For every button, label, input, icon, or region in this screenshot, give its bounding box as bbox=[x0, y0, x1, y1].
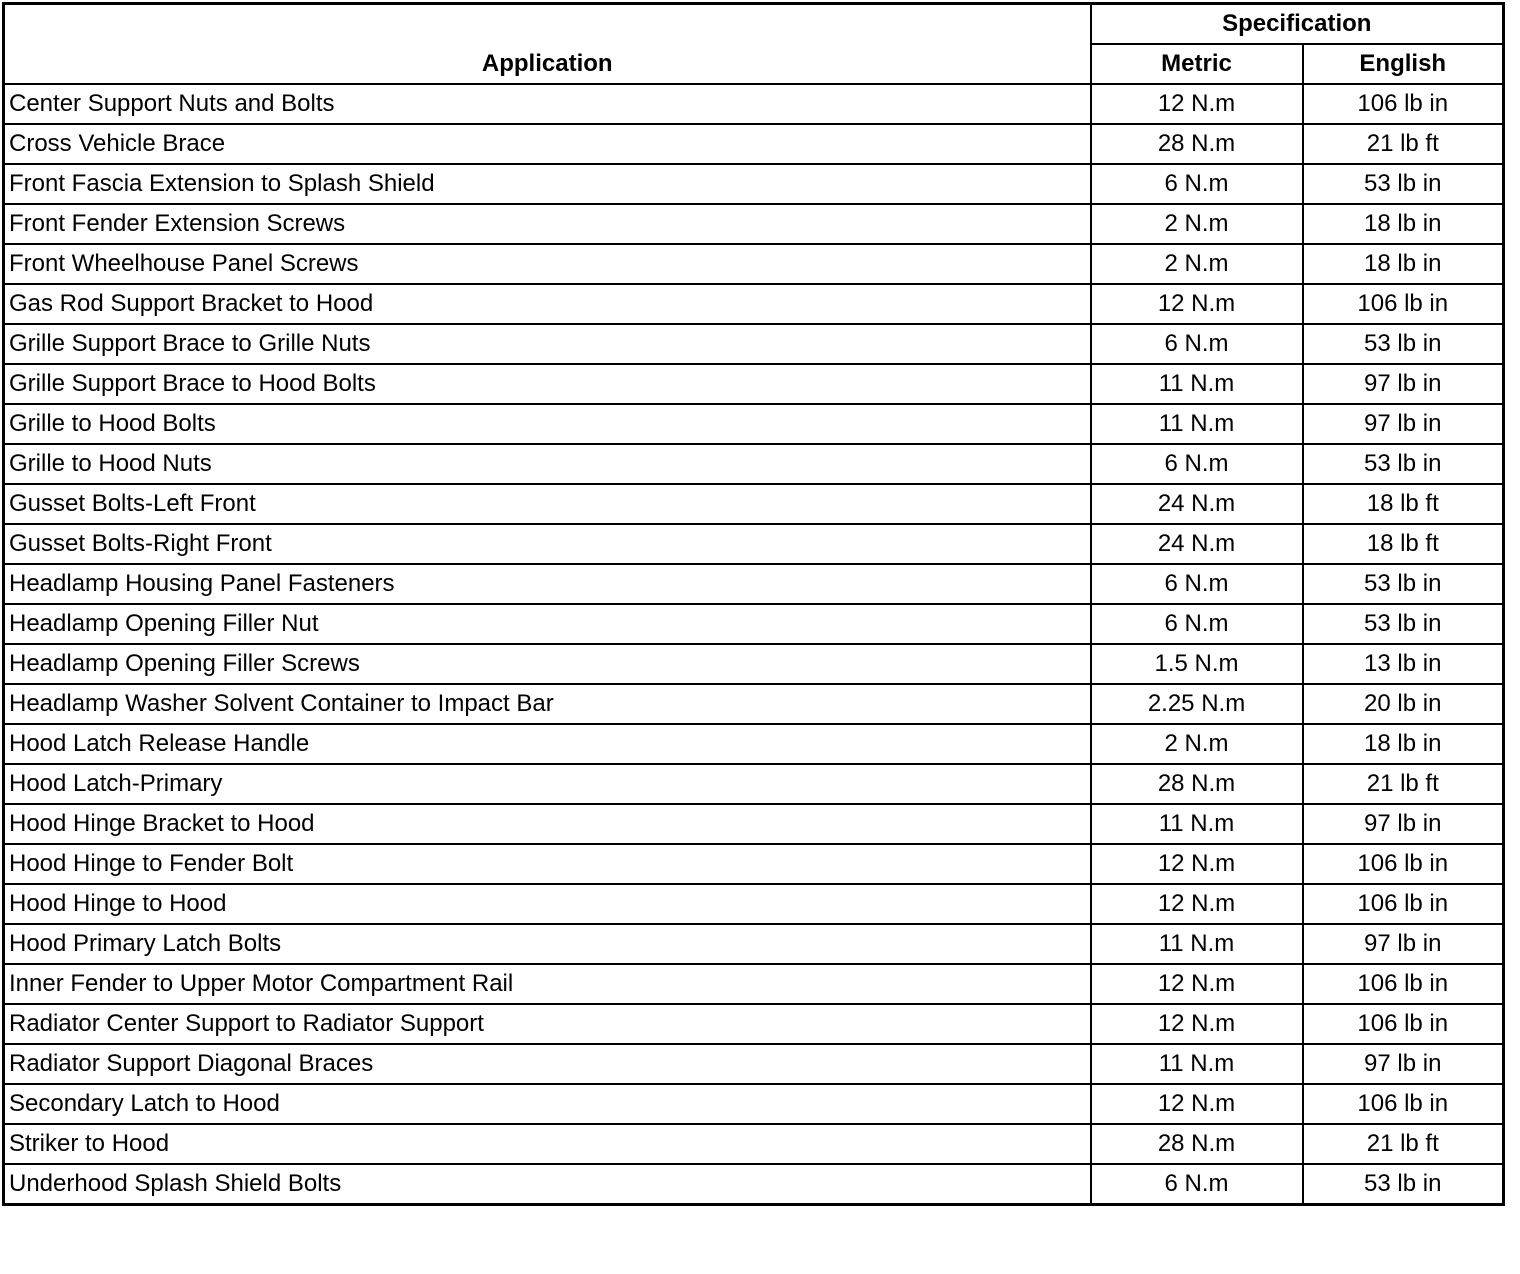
table-row bbox=[4, 564, 1504, 604]
table-row bbox=[4, 644, 1504, 684]
table-row bbox=[4, 924, 1504, 964]
table-row bbox=[4, 1044, 1504, 1084]
table-header bbox=[4, 4, 1504, 85]
english-cell: 97 lb in bbox=[1303, 404, 1504, 444]
english-cell: 53 lb in bbox=[1303, 164, 1504, 204]
application-cell: Radiator Center Support to Radiator Support bbox=[4, 1004, 1091, 1044]
metric-cell: 2 N.m bbox=[1091, 204, 1303, 244]
english-cell: 18 lb in bbox=[1303, 244, 1504, 284]
table-row bbox=[4, 804, 1504, 844]
metric-cell: 28 N.m bbox=[1091, 1124, 1303, 1164]
english-cell: 106 lb in bbox=[1303, 844, 1504, 884]
english-cell: 97 lb in bbox=[1303, 364, 1504, 404]
table-row bbox=[4, 284, 1504, 324]
table-row bbox=[4, 884, 1504, 924]
table-row bbox=[4, 1164, 1504, 1205]
english-cell: 53 lb in bbox=[1303, 444, 1504, 484]
metric-cell: 6 N.m bbox=[1091, 1164, 1303, 1205]
table-row bbox=[4, 204, 1504, 244]
application-cell: Underhood Splash Shield Bolts bbox=[4, 1164, 1091, 1205]
metric-cell: 12 N.m bbox=[1091, 1004, 1303, 1044]
english-cell: 18 lb ft bbox=[1303, 524, 1504, 564]
english-cell: 53 lb in bbox=[1303, 1164, 1504, 1205]
table-row bbox=[4, 764, 1504, 804]
english-cell: 106 lb in bbox=[1303, 1084, 1504, 1124]
application-cell: Hood Hinge to Fender Bolt bbox=[4, 844, 1091, 884]
application-cell: Hood Hinge to Hood bbox=[4, 884, 1091, 924]
application-cell: Secondary Latch to Hood bbox=[4, 1084, 1091, 1124]
metric-cell: 12 N.m bbox=[1091, 1084, 1303, 1124]
metric-column-header: Metric bbox=[1091, 44, 1303, 84]
metric-cell: 12 N.m bbox=[1091, 964, 1303, 1004]
english-cell: 18 lb in bbox=[1303, 724, 1504, 764]
table-row bbox=[4, 324, 1504, 364]
metric-cell: 6 N.m bbox=[1091, 324, 1303, 364]
table-row bbox=[4, 484, 1504, 524]
application-cell: Striker to Hood bbox=[4, 1124, 1091, 1164]
application-cell: Hood Latch-Primary bbox=[4, 764, 1091, 804]
application-cell: Inner Fender to Upper Motor Compartment Rail bbox=[4, 964, 1091, 1004]
english-cell: 106 lb in bbox=[1303, 884, 1504, 924]
table-row bbox=[4, 1004, 1504, 1044]
english-cell: 106 lb in bbox=[1303, 284, 1504, 324]
english-cell: 106 lb in bbox=[1303, 964, 1504, 1004]
metric-cell: 6 N.m bbox=[1091, 444, 1303, 484]
english-cell: 21 lb ft bbox=[1303, 764, 1504, 804]
metric-cell: 11 N.m bbox=[1091, 924, 1303, 964]
application-cell: Headlamp Washer Solvent Container to Impact Bar bbox=[4, 684, 1091, 724]
metric-cell: 11 N.m bbox=[1091, 404, 1303, 444]
english-cell: 18 lb ft bbox=[1303, 484, 1504, 524]
table-row bbox=[4, 124, 1504, 164]
metric-cell: 11 N.m bbox=[1091, 804, 1303, 844]
application-cell: Gas Rod Support Bracket to Hood bbox=[4, 284, 1091, 324]
metric-cell: 2.25 N.m bbox=[1091, 684, 1303, 724]
metric-cell: 2 N.m bbox=[1091, 244, 1303, 284]
application-cell: Headlamp Housing Panel Fasteners bbox=[4, 564, 1091, 604]
application-cell: Headlamp Opening Filler Screws bbox=[4, 644, 1091, 684]
metric-cell: 11 N.m bbox=[1091, 1044, 1303, 1084]
table-row bbox=[4, 244, 1504, 284]
application-cell: Grille to Hood Nuts bbox=[4, 444, 1091, 484]
metric-cell: 11 N.m bbox=[1091, 364, 1303, 404]
metric-cell: 12 N.m bbox=[1091, 844, 1303, 884]
metric-cell: 2 N.m bbox=[1091, 724, 1303, 764]
table-row bbox=[4, 724, 1504, 764]
application-cell: Hood Latch Release Handle bbox=[4, 724, 1091, 764]
metric-cell: 6 N.m bbox=[1091, 604, 1303, 644]
table-row bbox=[4, 444, 1504, 484]
application-column-header: Application bbox=[4, 4, 1091, 85]
metric-cell: 6 N.m bbox=[1091, 564, 1303, 604]
application-cell: Headlamp Opening Filler Nut bbox=[4, 604, 1091, 644]
table-row bbox=[4, 844, 1504, 884]
metric-cell: 28 N.m bbox=[1091, 124, 1303, 164]
table-row bbox=[4, 1084, 1504, 1124]
metric-cell: 24 N.m bbox=[1091, 524, 1303, 564]
english-cell: 53 lb in bbox=[1303, 564, 1504, 604]
table-row bbox=[4, 404, 1504, 444]
application-cell: Grille to Hood Bolts bbox=[4, 404, 1091, 444]
table-row bbox=[4, 84, 1504, 124]
table-row bbox=[4, 684, 1504, 724]
metric-cell: 12 N.m bbox=[1091, 284, 1303, 324]
metric-cell: 24 N.m bbox=[1091, 484, 1303, 524]
application-cell: Front Fender Extension Screws bbox=[4, 204, 1091, 244]
english-cell: 97 lb in bbox=[1303, 804, 1504, 844]
table-row bbox=[4, 964, 1504, 1004]
application-cell: Front Fascia Extension to Splash Shield bbox=[4, 164, 1091, 204]
header-row-top bbox=[4, 4, 1504, 45]
table-row bbox=[4, 364, 1504, 404]
application-cell: Front Wheelhouse Panel Screws bbox=[4, 244, 1091, 284]
table-row bbox=[4, 604, 1504, 644]
english-cell: 97 lb in bbox=[1303, 924, 1504, 964]
application-cell: Center Support Nuts and Bolts bbox=[4, 84, 1091, 124]
english-cell: 106 lb in bbox=[1303, 84, 1504, 124]
english-cell: 20 lb in bbox=[1303, 684, 1504, 724]
table-body bbox=[4, 84, 1504, 1205]
english-cell: 21 lb ft bbox=[1303, 124, 1504, 164]
table-row bbox=[4, 1124, 1504, 1164]
application-cell: Grille Support Brace to Grille Nuts bbox=[4, 324, 1091, 364]
english-cell: 13 lb in bbox=[1303, 644, 1504, 684]
metric-cell: 12 N.m bbox=[1091, 84, 1303, 124]
english-cell: 53 lb in bbox=[1303, 324, 1504, 364]
application-cell: Hood Hinge Bracket to Hood bbox=[4, 804, 1091, 844]
torque-specification-table bbox=[2, 2, 1505, 1206]
metric-cell: 6 N.m bbox=[1091, 164, 1303, 204]
specification-group-header: Specification bbox=[1091, 4, 1504, 45]
english-cell: 53 lb in bbox=[1303, 604, 1504, 644]
english-cell: 21 lb ft bbox=[1303, 1124, 1504, 1164]
english-cell: 106 lb in bbox=[1303, 1004, 1504, 1044]
application-cell: Gusset Bolts-Left Front bbox=[4, 484, 1091, 524]
table-row bbox=[4, 164, 1504, 204]
application-cell: Grille Support Brace to Hood Bolts bbox=[4, 364, 1091, 404]
application-cell: Cross Vehicle Brace bbox=[4, 124, 1091, 164]
metric-cell: 28 N.m bbox=[1091, 764, 1303, 804]
application-cell: Radiator Support Diagonal Braces bbox=[4, 1044, 1091, 1084]
metric-cell: 1.5 N.m bbox=[1091, 644, 1303, 684]
english-cell: 97 lb in bbox=[1303, 1044, 1504, 1084]
application-cell: Gusset Bolts-Right Front bbox=[4, 524, 1091, 564]
table-row bbox=[4, 524, 1504, 564]
english-column-header: English bbox=[1303, 44, 1504, 84]
metric-cell: 12 N.m bbox=[1091, 884, 1303, 924]
application-cell: Hood Primary Latch Bolts bbox=[4, 924, 1091, 964]
english-cell: 18 lb in bbox=[1303, 204, 1504, 244]
